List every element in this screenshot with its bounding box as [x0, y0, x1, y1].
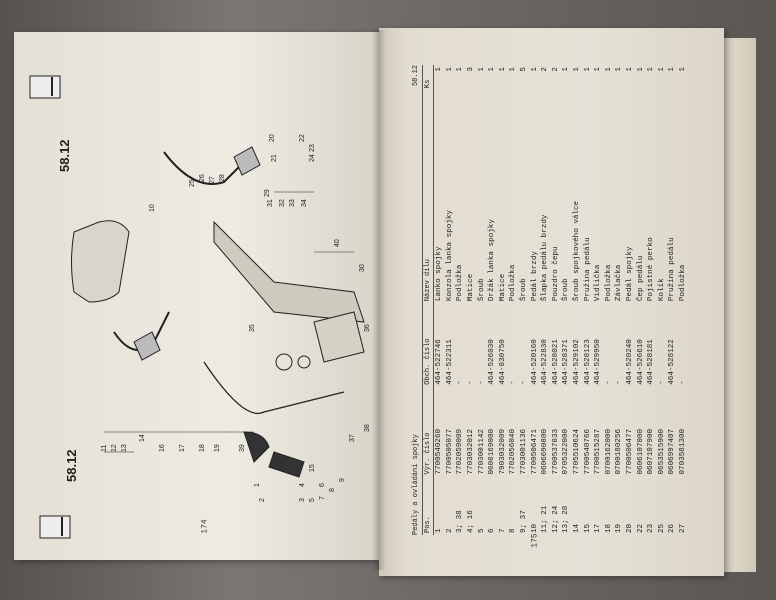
table-row: [529, 65, 540, 535]
callout-number: 17: [179, 444, 186, 452]
callout-number: 18: [199, 444, 206, 452]
cell-oem: -: [615, 380, 624, 385]
callout-number: 26: [199, 174, 206, 182]
callout-number: 20: [269, 134, 276, 142]
page-stack-edge: [722, 38, 756, 572]
callout-number: 16: [159, 444, 166, 452]
parts-list-table: [410, 65, 710, 535]
cell-ks: 1: [668, 67, 677, 72]
cell-vyr: 0608169000: [488, 428, 497, 475]
callout-number: 22: [299, 134, 306, 142]
group-code-top-label: 58.12: [57, 139, 72, 172]
cell-name: Pružina pedálu: [583, 237, 592, 302]
left-page-number: 174: [200, 519, 210, 534]
group-code-bottom-label: 58.12: [64, 449, 79, 482]
cell-vyr: 0607107900: [647, 428, 656, 475]
callout-number: 12: [111, 444, 118, 452]
cell-name: Podložka: [678, 264, 687, 302]
cell-ks: 1: [647, 67, 656, 72]
callout-number: 5: [309, 498, 316, 502]
cell-pos: 3; 38: [456, 510, 465, 533]
cell-name: Podložka: [509, 264, 518, 302]
cell-name: Šroub: [477, 278, 486, 302]
cell-name: Držák lanka spojky: [488, 219, 497, 302]
cell-vyr: 0653515900: [657, 428, 666, 475]
callout-number: 24: [309, 154, 316, 162]
cell-oem: 464-526030: [488, 339, 497, 385]
cell-ks: 1: [445, 67, 454, 72]
callout-number: 2: [259, 498, 266, 502]
parts-table-header-row: [423, 65, 434, 535]
cell-oem: 464-528123: [583, 339, 592, 385]
pedal-bracket: [214, 222, 364, 322]
callout-number: 27: [209, 176, 216, 184]
cell-ks: 1: [657, 67, 666, 72]
exploded-parts-diagram: [14, 32, 379, 560]
cell-name: Šroub: [520, 278, 529, 302]
cell-oem: -: [604, 380, 613, 385]
cell-pos: 13; 28: [562, 505, 571, 533]
pedal-pad-clutch: [234, 147, 260, 175]
cell-name: Pružina pedálu: [668, 237, 677, 302]
cell-vyr: 0606997407: [668, 428, 677, 475]
callout-number: 39: [239, 444, 246, 452]
cell-ks: 1: [636, 67, 645, 72]
callout-number: 7: [319, 496, 326, 500]
callout-number: 34: [301, 199, 308, 207]
cell-pos: 1: [435, 528, 444, 533]
cell-oem: 464-522830: [541, 339, 550, 385]
cell-ks: 2: [541, 67, 550, 72]
cell-pos: 9; 37: [520, 510, 529, 533]
cell-oem: 464-520160: [530, 339, 539, 385]
callout-number: 3: [299, 498, 306, 502]
cell-vyr: 0703581300: [678, 428, 687, 475]
cell-name: Pouzdro čepu: [551, 246, 560, 302]
right-page-number: 175: [530, 533, 540, 548]
cell-vyr: 0700180256: [615, 428, 624, 475]
cell-oem: -: [467, 380, 476, 385]
table-row: [476, 65, 487, 535]
cell-oem: 464-526610: [636, 339, 645, 385]
callout-number: 6: [319, 483, 326, 487]
cell-pos: 11; 21: [541, 505, 550, 533]
cell-oem: -: [657, 380, 666, 385]
cell-ks: 1: [573, 67, 582, 72]
callout-number: 11: [101, 444, 108, 452]
cell-pos: 10: [530, 523, 539, 533]
cell-vyr: 7700540260: [435, 428, 444, 475]
cell-vyr: 7703032012: [467, 428, 476, 475]
cell-vyr: 7700540766: [583, 428, 592, 475]
cell-vyr: 7703001136: [520, 428, 529, 475]
cell-vyr: 0606107000: [636, 428, 645, 475]
cell-ks: 1: [477, 67, 486, 72]
callout-number: 38: [364, 424, 371, 432]
cell-pos: 18: [604, 523, 613, 533]
cell-vyr: 7700506477: [625, 428, 634, 475]
cell-oem: 464-528181: [647, 339, 656, 385]
callout-number: 32: [279, 199, 286, 207]
cable-end-fork: [269, 452, 304, 477]
callout-number: 30: [359, 264, 366, 272]
cell-name: Matice: [498, 273, 507, 302]
cell-pos: 23: [647, 523, 656, 533]
cell-ks: 1: [604, 67, 613, 72]
cell-name: Šlapka pedálu brzdy: [541, 214, 550, 302]
table-row: [614, 65, 625, 535]
callout-number: 28: [219, 174, 226, 182]
cell-name: Matice: [467, 273, 476, 302]
cell-vyr: 0700162000: [604, 428, 613, 475]
table-row: [508, 65, 519, 535]
table-row: [434, 65, 445, 535]
cell-ks: 1: [530, 67, 539, 72]
callout-number: 8: [329, 488, 336, 492]
cell-name: Pedál brzdy: [530, 251, 539, 302]
cell-name: Vidlička: [594, 264, 603, 302]
cell-ks: 5: [520, 67, 529, 72]
cell-vyr: 7700515287: [594, 428, 603, 475]
cell-ks: 1: [509, 67, 518, 72]
table-row: [551, 65, 562, 535]
callout-number: 36: [364, 324, 371, 332]
table-row: [604, 65, 615, 535]
table-row: [635, 65, 646, 535]
cell-name: Šroub: [562, 278, 571, 302]
table-row: [498, 65, 509, 535]
col-header-vyr: Výr. číslo: [423, 387, 434, 477]
cell-vyr: 7703001142: [477, 428, 486, 475]
cell-ks: 3: [467, 67, 476, 72]
cell-ks: 1: [488, 67, 497, 72]
cell-pos: 19: [615, 523, 624, 533]
cell-oem: -: [509, 380, 518, 385]
callout-number: 21: [271, 154, 278, 162]
cell-oem: 464-522311: [445, 339, 454, 385]
col-header-ks: Ks: [423, 65, 434, 90]
cell-pos: 5: [477, 528, 486, 533]
table-row: [656, 65, 667, 535]
cell-oem: -: [678, 380, 687, 385]
cell-ks: 1: [625, 67, 634, 72]
cell-pos: 14: [573, 523, 582, 533]
table-row: [625, 65, 636, 535]
callout-number: 40: [334, 239, 341, 247]
callout-number: 23: [309, 144, 316, 152]
cell-pos: 25: [657, 523, 666, 533]
cell-name: Podložka: [604, 264, 613, 302]
callout-number: 31: [267, 199, 274, 207]
cell-vyr: 7700537833: [551, 428, 560, 475]
callout-number: 35: [249, 324, 256, 332]
cell-ks: 1: [435, 67, 444, 72]
table-section-header: [410, 65, 423, 535]
cell-oem: 464-830750: [498, 339, 507, 385]
cell-pos: 17: [594, 523, 603, 533]
cell-pos: 8: [509, 528, 518, 533]
col-header-oem: Obch. číslo: [423, 303, 434, 387]
cell-oem: 464-520240: [625, 339, 634, 385]
cell-oem: -: [477, 380, 486, 385]
cell-oem: 464-528122: [668, 339, 677, 385]
cell-pos: 12; 24: [551, 505, 560, 533]
cell-name: Lanko spojky: [435, 246, 444, 302]
cell-oem: -: [456, 380, 465, 385]
cell-pos: 22: [636, 523, 645, 533]
cell-pos: 6: [488, 528, 497, 533]
cell-vyr: 0705322000: [562, 428, 571, 475]
cell-vyr: 7903032009: [498, 428, 507, 475]
table-row: [646, 65, 657, 535]
callout-number: 1: [254, 483, 261, 487]
cell-ks: 1: [456, 67, 465, 72]
cell-name: Šroub spojkového válce: [573, 200, 582, 302]
cell-oem: 464-528371: [562, 339, 571, 385]
cell-oem: -: [520, 380, 529, 385]
table-row: [678, 65, 689, 535]
callout-number: 13: [121, 444, 128, 452]
cell-name: Pedál spojky: [625, 246, 634, 302]
cell-oem: 464-528021: [551, 339, 560, 385]
cell-pos: 27: [678, 523, 687, 533]
table-row: [455, 65, 466, 535]
cell-oem: 464-529102: [573, 339, 582, 385]
callout-number: 15: [309, 464, 316, 472]
cell-vyr: 7702056040: [509, 428, 518, 475]
cell-ks: 1: [678, 67, 687, 72]
col-header-name: Název dílu: [423, 90, 434, 303]
cell-name: Konzola lanka spojky: [445, 210, 454, 302]
section-title: Pedály a ovládání spojky: [412, 434, 420, 535]
cell-oem: 464-522746: [435, 339, 444, 385]
cell-pos: 15: [583, 523, 592, 533]
table-row: [519, 65, 530, 535]
cell-name: Pojistné perko: [647, 237, 656, 302]
car-silhouette: [72, 221, 130, 302]
parts-table: [423, 65, 688, 535]
callout-number: 29: [264, 189, 271, 197]
callout-number: 10: [149, 204, 156, 212]
table-row: [667, 65, 678, 535]
cell-oem: 464-529950: [594, 339, 603, 385]
section-code: 58.12: [412, 65, 420, 87]
cell-ks: 1: [615, 67, 624, 72]
cell-ks: 1: [583, 67, 592, 72]
cell-pos: 20: [625, 523, 634, 533]
bushing: [298, 356, 310, 368]
cell-name: Závlačka: [615, 264, 624, 302]
group-code-badge-top: [30, 76, 60, 98]
cell-ks: 1: [594, 67, 603, 72]
cell-vyr: 0606690800: [541, 428, 550, 475]
cell-vyr: 7702059009: [456, 428, 465, 475]
table-row: [572, 65, 583, 535]
cell-pos: 4; 16: [467, 510, 476, 533]
cell-pos: 2: [445, 528, 454, 533]
cell-ks: 2: [551, 67, 560, 72]
cell-pos: 7: [498, 528, 507, 533]
cell-name: Kolík: [657, 278, 666, 302]
callout-number: 33: [289, 199, 296, 207]
table-row: [487, 65, 498, 535]
callout-number: 25: [189, 179, 196, 187]
table-row: [561, 65, 572, 535]
parts-table-body: [434, 65, 689, 535]
cell-vyr: 7700505077: [445, 428, 454, 475]
spring-coil: [276, 354, 292, 370]
cell-vyr: 7700506471: [530, 428, 539, 475]
cell-name: Podložka: [456, 264, 465, 302]
cell-ks: 1: [498, 67, 507, 72]
table-row: [582, 65, 593, 535]
cell-vyr: 7705510624: [573, 428, 582, 475]
cable-bracket: [244, 432, 269, 462]
col-header-pos: Pos.: [423, 477, 434, 535]
cell-ks: 1: [562, 67, 571, 72]
callout-number: 19: [214, 444, 221, 452]
callout-number: 9: [339, 478, 346, 482]
cell-name: Čep pedálu: [636, 255, 645, 302]
group-code-badge-bottom: [40, 516, 70, 538]
cell-pos: 26: [668, 523, 677, 533]
callout-number: 37: [349, 434, 356, 442]
table-row: [466, 65, 477, 535]
callout-number: 4: [299, 483, 306, 487]
table-row: [540, 65, 551, 535]
clutch-cable: [204, 362, 344, 413]
callout-number: 14: [139, 434, 146, 442]
table-row: [593, 65, 604, 535]
table-row: [445, 65, 456, 535]
